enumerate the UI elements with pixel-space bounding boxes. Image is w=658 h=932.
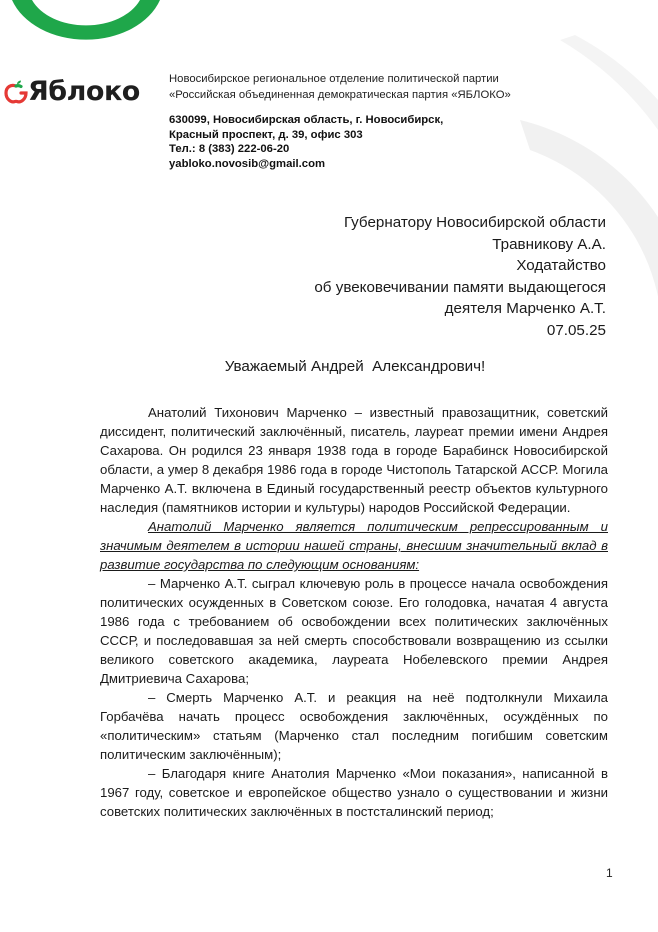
contact-block (169, 113, 443, 171)
apple-logo-icon (4, 79, 28, 105)
list-item-3: – Благодаря книге Анатолия Марченко «Мои показания», написанной в 1967 году, советское и европейское общество узнало о существовании и жизни советских политических заключённых в постсталинский период; (100, 766, 608, 819)
org-line-1: Новосибирское региональное отделение политической партии (169, 73, 499, 85)
paragraph-grounds-intro: Анатолий Марченко является политическим репрессированным и значимым деятелем в истории нашей страны, внесшим значительный вклад в развитие государства по следующим основаниям: (100, 519, 608, 572)
org-line-2: «Российская объединенная демократическая партия «ЯБЛОКО» (169, 88, 511, 101)
page-number: 1 (606, 866, 613, 880)
letter-body (100, 403, 608, 821)
list-item-1: – Марченко А.Т. сыграл ключевую роль в процессе начала освобождения политических осужденных в Советском союзе. Его голодовка, начатая 4 августа 1986 года с требованием об освобождении всех политических заключённых СССР, и последовавшая за ней смерть способствовали возвращению из ссылки великого советского академика, лауреата Нобелевского премии Андрея Дмитриевича Сахарова; (100, 576, 608, 686)
subject-line-1: об увековечивании памяти выдающегося (314, 278, 606, 296)
logo-text: Яблоко (28, 76, 140, 107)
document-date: 07.05.25 (546, 321, 606, 339)
paragraph-biography: Анатолий Тихонович Марченко – известный правозащитник, советский диссидент, политический заключённый, писатель, лауреат премии имени Андрея Сахарова. Он родился 23 января 1938 года в городе Барабинск Новосибирской области, а умер 8 декабря 1986 года в городе Чистополь Татарской АССР. Могила Марченко А.Т. включена в Единый государственный реестр объектов культурного наследия (памятников истории и культуры) народов Российской Федерации. (100, 405, 608, 515)
yabloko-logo (4, 76, 140, 107)
greeting: Уважаемый Андрей Александрович! (224, 358, 486, 375)
right-grey-arc-inner (560, 35, 658, 130)
phone: Тел.: 8 (383) 222-06-20 (169, 143, 290, 155)
recipient-block (314, 212, 606, 341)
organization-name (169, 72, 511, 103)
address-line-2: Красный проспект, д. 39, офис 303 (169, 128, 363, 141)
subject-line-2: деятеля Марченко А.Т. (444, 300, 606, 317)
document-type: Ходатайство (516, 257, 606, 274)
recipient-line-2: Травникову А.А. (492, 235, 606, 253)
top-green-arc (12, 0, 160, 40)
address-line-1: 630099, Новосибирская область, г. Новосибирск, (169, 114, 444, 126)
email: yabloko.novosib@gmail.com (169, 157, 326, 170)
recipient-line-1: Губернатору Новосибирской области (343, 214, 606, 231)
list-item-2: – Смерть Марченко А.Т. и реакция на неё подтолкнули Михаила Горбачёва начать процесс освобождения заключённых, осуждённых по «политическим» статьям (Марченко стал последним погибшим советским политическим заключённым); (100, 690, 608, 762)
